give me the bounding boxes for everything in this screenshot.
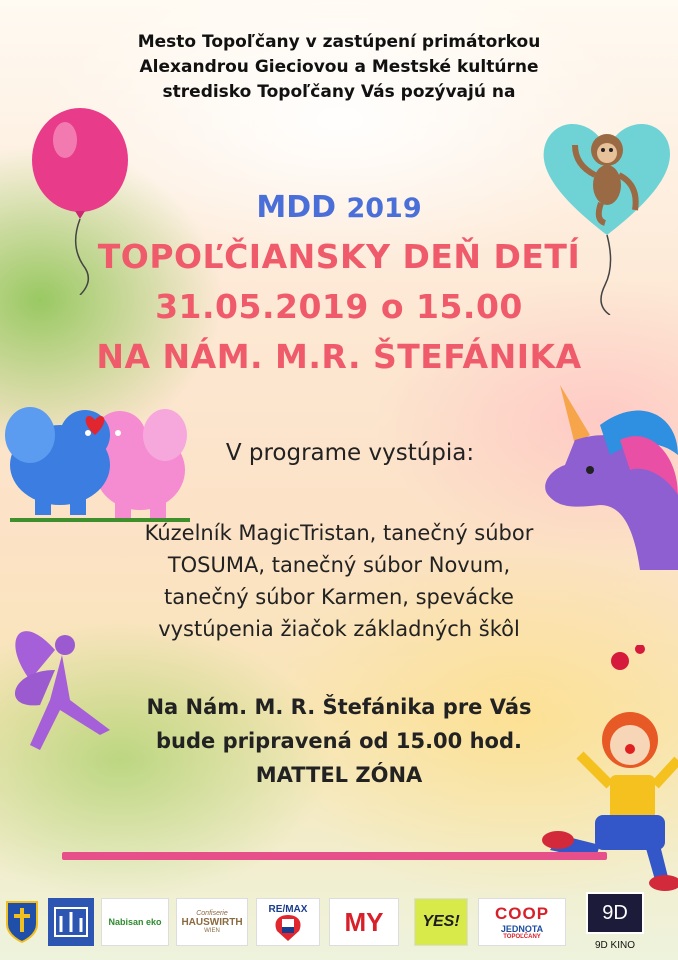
program-heading: V programe vystúpia: [225,440,475,466]
event-place: NA NÁM. M.R. ŠTEFÁNIKA [96,337,582,376]
divider-rule [62,852,607,860]
hauswirth-logo [176,898,248,946]
nabisan-logo [101,898,169,946]
intro-line-3: stredisko Topoľčany Vás pozývajú na [162,82,516,102]
event-title: TOPOĽČIANSKY DEŇ DETÍ [97,237,581,276]
mdd-year: 2019 [346,193,422,224]
jednota-city: TOPOĽČANY [503,934,541,940]
performers-list [60,517,618,645]
sponsor-logos [0,890,678,960]
remax-logo [256,898,320,946]
performers-line: vystúpenia žiačok základných škôl [158,617,520,641]
mattel-zone-info [80,690,598,792]
intro-line-1: Mesto Topoľčany v zastúpení primátorkou [137,32,541,52]
zone-line-2: bude pripravená od 15.00 hod. [156,729,522,753]
coop-jednota-logo [478,898,566,946]
mdd-label: MDD [256,190,337,225]
jednota-text: JEDNOTA [500,924,544,934]
performers-line: TOSUMA, tanečný súbor Novum, [167,553,511,577]
performers-line: tanečný súbor Karmen, spevácke [164,585,514,609]
remax-text: RE/MAX [268,903,308,915]
9d-kino-label: 9D KINO [594,940,635,951]
intro-line-2: Alexandrou Gieciovou a Mestské kultúrne [139,57,539,77]
yes-text: YES! [422,913,460,930]
nabisan-text: Nabisan eko [108,917,162,927]
zone-line-1: Na Nám. M. R. Štefánika pre Vás [146,695,532,719]
my-logo [329,898,399,946]
zone-line-3: MATTEL ZÓNA [255,763,423,787]
msk-topolcany-logo [48,898,94,946]
event-mdd [60,185,618,232]
kino-logo-text: 9D [602,901,628,924]
event-datetime: 31.05.2019 o 15.00 [155,287,523,326]
event-title-block [60,185,618,382]
intro-text [60,30,618,105]
hauswirth-top: Confiserie [196,910,228,917]
coop-text: COOP [494,904,550,923]
my-text: MY [344,906,384,937]
topolcany-coat-of-arms-logo [4,898,40,946]
9d-kino-logo [586,892,644,934]
hauswirth-name: HAUSWIRTH [181,917,243,928]
performers-line: Kúzelník MagicTristan, tanečný súbor [144,521,534,545]
hauswirth-sub: WIEN [204,928,220,934]
yes-logo [414,898,468,946]
